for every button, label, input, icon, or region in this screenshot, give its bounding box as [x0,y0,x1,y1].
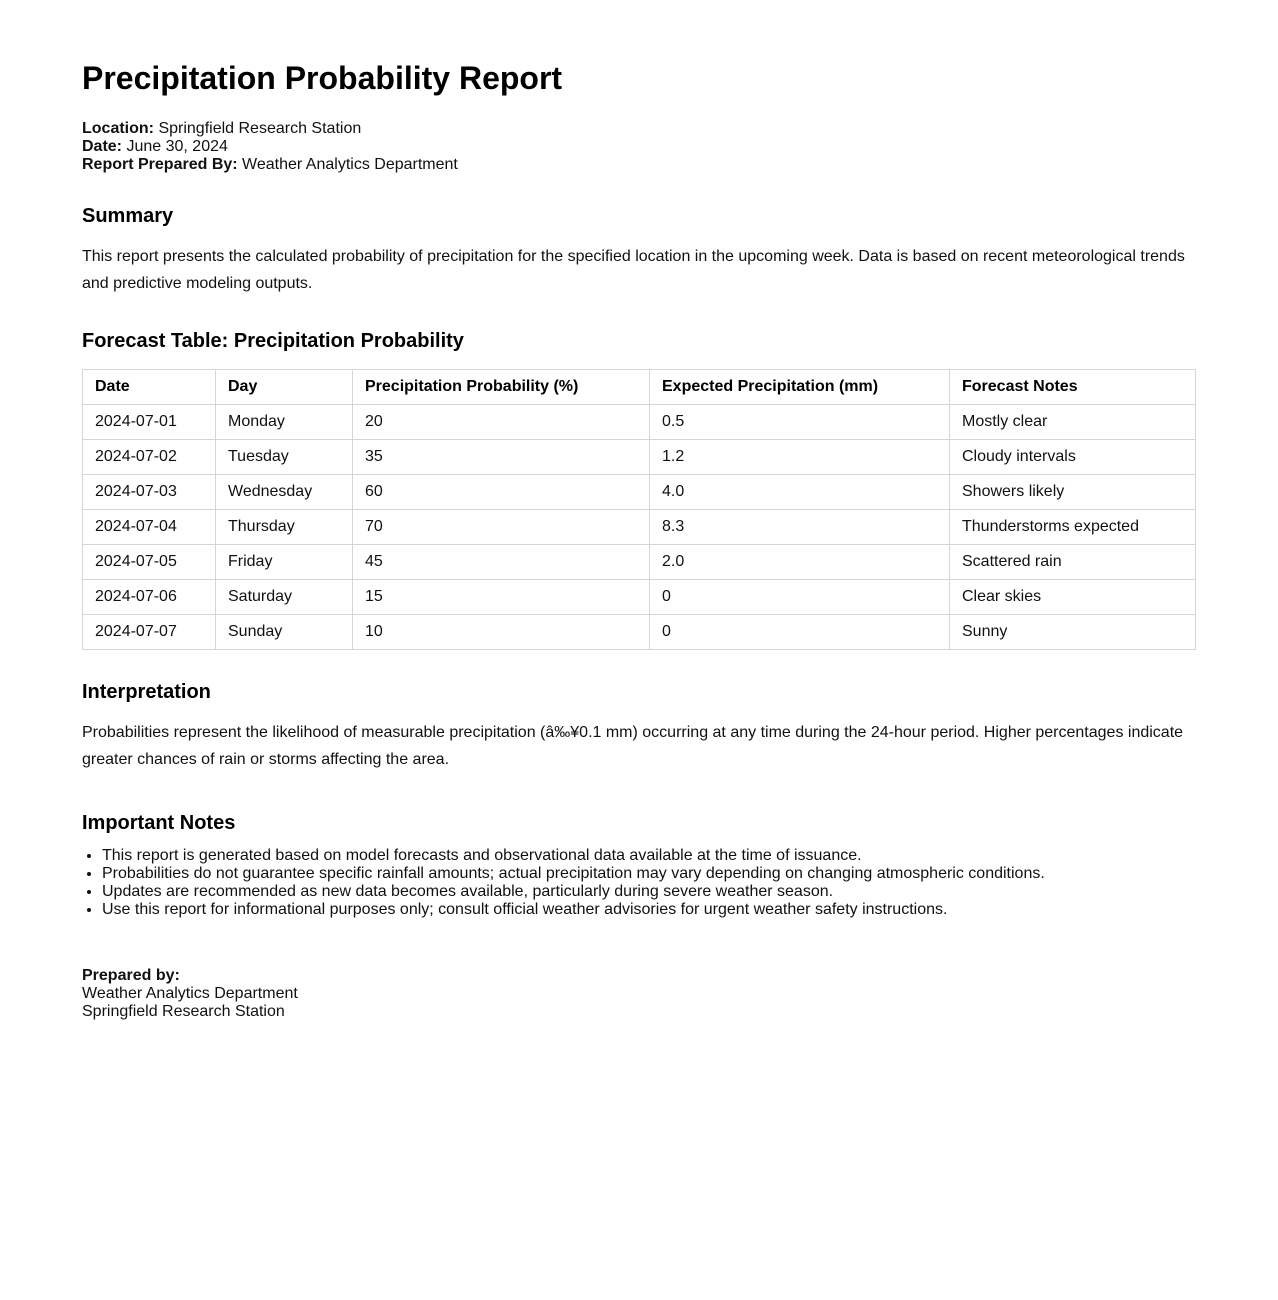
cell-day: Wednesday [216,475,353,510]
table-row [83,440,1196,475]
cell-probability: 35 [353,440,650,475]
cell-expected: 0 [650,580,950,615]
cell-date: 2024-07-06 [83,580,216,615]
meta-location [82,120,1196,138]
cell-date: 2024-07-04 [83,510,216,545]
cell-probability: 10 [353,615,650,650]
meta-location-value: Springfield Research Station [158,120,362,137]
meta-date-value: June 30, 2024 [126,138,228,155]
page-title: Precipitation Probability Report [82,60,563,96]
forecast-table-heading: Forecast Table: Precipitation Probability [82,330,464,352]
list-item: • Use this report for informational purposes only; consult official weather advisories for urgent weather safety instructions. [102,901,1196,919]
cell-notes: Thunderstorms expected [950,510,1196,545]
cell-day: Friday [216,545,353,580]
table-row [83,615,1196,650]
interpretation-heading: Interpretation [82,681,211,703]
cell-notes: Cloudy intervals [950,440,1196,475]
meta-date-label: Date: [82,138,123,155]
table-row [83,510,1196,545]
cell-notes: Sunny [950,615,1196,650]
cell-probability: 20 [353,405,650,440]
summary-heading: Summary [82,205,174,227]
footer-label: Prepared by: [82,967,180,984]
meta-date [82,138,1196,156]
forecast-table [82,369,1196,650]
cell-notes: Mostly clear [950,405,1196,440]
list-item: • Probabilities do not guarantee specific rainfall amounts; actual precipitation may vary depending on changing atmospheric conditions. [102,865,1196,883]
cell-expected: 1.2 [650,440,950,475]
col-header-expected: Expected Precipitation (mm) [650,370,950,405]
interpretation-text: Probabilities represent the likelihood of measurable precipitation (â‰¥0.1 mm) occurring at any time during the 24-hour period. Higher percentages indicate greater chances of rain or storms affecting the area. [82,724,1184,768]
cell-notes: Clear skies [950,580,1196,615]
meta-location-label: Location: [82,120,154,137]
footer-department: Weather Analytics Department [82,985,298,1002]
cell-expected: 0 [650,615,950,650]
table-row [83,580,1196,615]
footer-station: Springfield Research Station [82,1003,285,1020]
cell-day: Thursday [216,510,353,545]
meta-prepared-label: Report Prepared By: [82,156,238,173]
cell-date: 2024-07-03 [83,475,216,510]
cell-notes: Scattered rain [950,545,1196,580]
table-row [83,475,1196,510]
report-meta [82,120,1196,174]
cell-date: 2024-07-05 [83,545,216,580]
cell-expected: 0.5 [650,405,950,440]
cell-probability: 15 [353,580,650,615]
cell-date: 2024-07-07 [83,615,216,650]
col-header-date: Date [83,370,216,405]
list-item: • This report is generated based on model forecasts and observational data available at the time of issuance. [102,847,1196,865]
cell-probability: 60 [353,475,650,510]
cell-notes: Showers likely [950,475,1196,510]
cell-probability: 45 [353,545,650,580]
table-row [83,545,1196,580]
cell-day: Monday [216,405,353,440]
col-header-day: Day [216,370,353,405]
table-row [83,405,1196,440]
table-header-row [83,370,1196,405]
cell-day: Saturday [216,580,353,615]
summary-text: This report presents the calculated probability of precipitation for the specified location in the upcoming week. Data is based on recent meteorological trends and predictive modeling outputs. [82,248,1185,292]
cell-date: 2024-07-01 [83,405,216,440]
important-notes-heading: Important Notes [82,812,236,834]
meta-prepared-value: Weather Analytics Department [242,156,458,173]
cell-day: Sunday [216,615,353,650]
cell-probability: 70 [353,510,650,545]
important-notes-list [82,847,1196,919]
cell-expected: 8.3 [650,510,950,545]
meta-prepared-by [82,156,1196,174]
col-header-notes: Forecast Notes [950,370,1196,405]
prepared-by-footer [82,967,1196,1021]
cell-date: 2024-07-02 [83,440,216,475]
col-header-probability: Precipitation Probability (%) [353,370,650,405]
cell-expected: 2.0 [650,545,950,580]
cell-expected: 4.0 [650,475,950,510]
cell-day: Tuesday [216,440,353,475]
list-item: • Updates are recommended as new data becomes available, particularly during severe weather season. [102,883,1196,901]
